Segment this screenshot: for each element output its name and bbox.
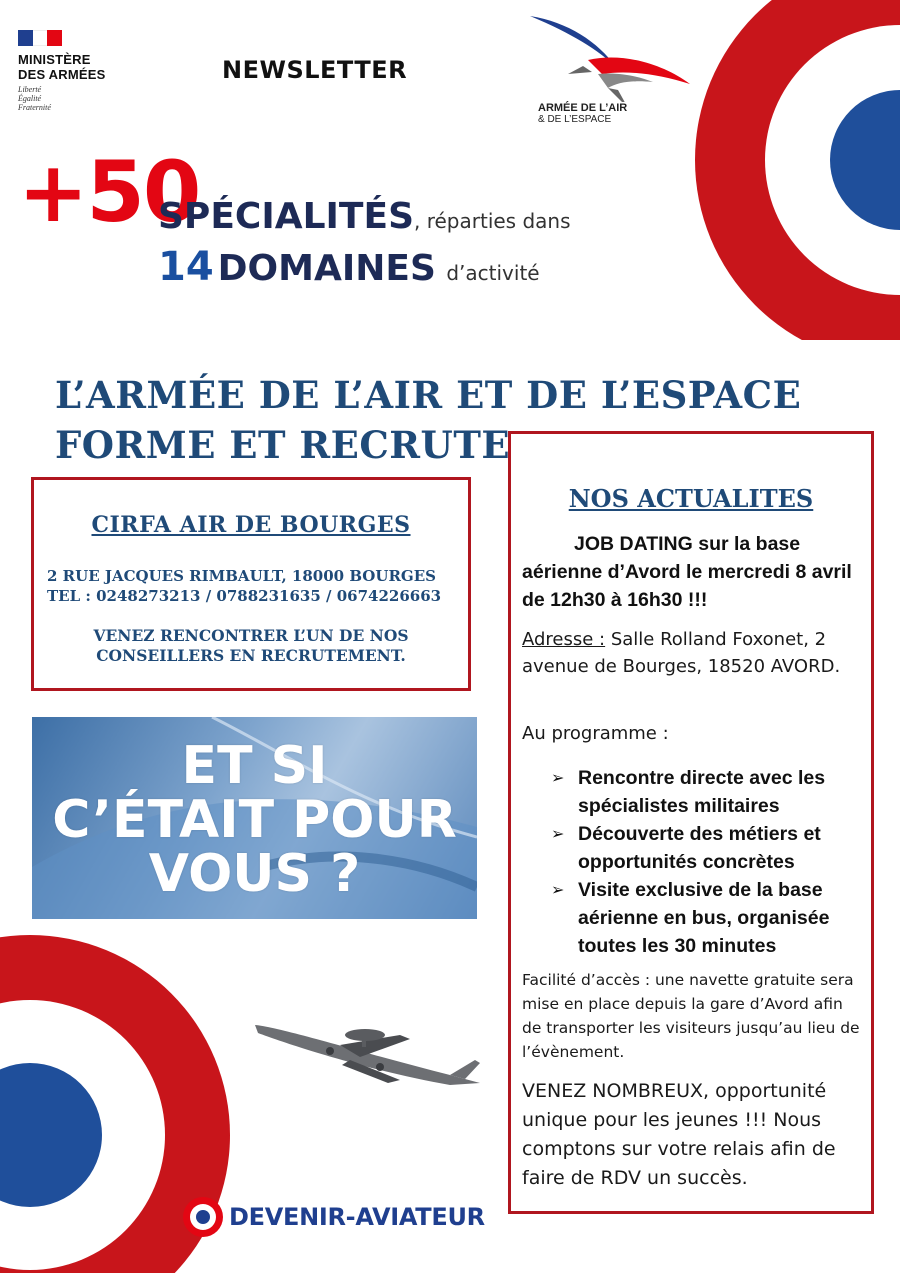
french-flag-icon bbox=[18, 30, 62, 46]
ministere-name: MINISTÈRE DES ARMÉES bbox=[18, 52, 106, 82]
photo-banner bbox=[32, 717, 477, 919]
roundel-top-decoration bbox=[670, 0, 900, 340]
cirfa-box bbox=[31, 477, 471, 691]
job-dating-text: JOB DATING sur la base aérienne d’Avord le mercredi 8 avril de 12h30 à 16h30 !!! bbox=[522, 533, 852, 611]
domaines-line: 14 DOMAINES d’activité bbox=[158, 244, 540, 290]
access-info: Facilité d’accès : une navette gratuite sera mise en place depuis la gare d’Avord afin de transporter les visiteurs jusqu’au lieu de l’évènement. bbox=[522, 971, 860, 1061]
event-address: Adresse : Salle Rolland Foxonet, 2 avenue de Bourges, 18520 AVORD. bbox=[522, 629, 841, 677]
list-item: ➢ Découverte des métiers et opportunités concrètes bbox=[551, 820, 861, 876]
ministere-motto: Liberté Égalité Fraternité bbox=[18, 85, 51, 112]
cirfa-cta: VENEZ RENCONTRER L’UN DE NOS CONSEILLERS EN RECRUTEMENT. bbox=[93, 626, 409, 665]
main-title: L’ARMÉE DE L’AIR ET DE L’ESPACE FORME ET RECRUTE bbox=[55, 373, 802, 467]
arrow-icon: ➢ bbox=[551, 880, 565, 899]
devenir-aviateur-logo bbox=[183, 1195, 485, 1239]
news-title: NOS ACTUALITES bbox=[568, 484, 814, 513]
specialites-line: SPÉCIALITÉS, réparties dans bbox=[158, 196, 571, 237]
programme-heading: Au programme : bbox=[522, 723, 669, 744]
awacs-airplane-icon bbox=[250, 1005, 490, 1105]
news-box bbox=[508, 431, 874, 1214]
specialites-banner bbox=[18, 143, 638, 290]
arrow-icon: ➢ bbox=[551, 824, 565, 843]
list-item: ➢ Visite exclusive de la base aérienne en bus, organisée toutes les 30 minutes bbox=[551, 876, 861, 960]
newsletter-title: NEWSLETTER bbox=[222, 56, 408, 84]
venez-nombreux: VENEZ NOMBREUX, opportunité unique pour les jeunes !!! Nous comptons sur votre relais afin de faire de RDV un succès. bbox=[522, 1080, 836, 1189]
devenir-aviateur-text: DEVENIR-AVIATEUR bbox=[229, 1203, 485, 1231]
cirfa-address: 2 RUE JACQUES RIMBAULT, 18000 BOURGES bbox=[47, 567, 436, 585]
roundel-icon bbox=[183, 1197, 223, 1237]
list-item: ➢ Rencontre directe avec les spécialistes militaires bbox=[551, 764, 861, 820]
cirfa-title: CIRFA AIR DE BOURGES bbox=[91, 512, 411, 538]
plus-50: +50 bbox=[18, 143, 200, 241]
arrow-icon: ➢ bbox=[551, 768, 565, 787]
cirfa-phone: TEL : 0248273213 / 0788231635 / 0674226663 bbox=[47, 587, 442, 605]
programme-list bbox=[551, 764, 861, 960]
ministere-logo bbox=[18, 30, 148, 125]
aae-name: ARMÉE DE L’AIR & DE L’ESPACE bbox=[538, 102, 628, 125]
cirfa-contact bbox=[47, 566, 441, 606]
photo-slogan: ET SI C’ÉTAIT POUR VOUS ? bbox=[52, 736, 457, 904]
